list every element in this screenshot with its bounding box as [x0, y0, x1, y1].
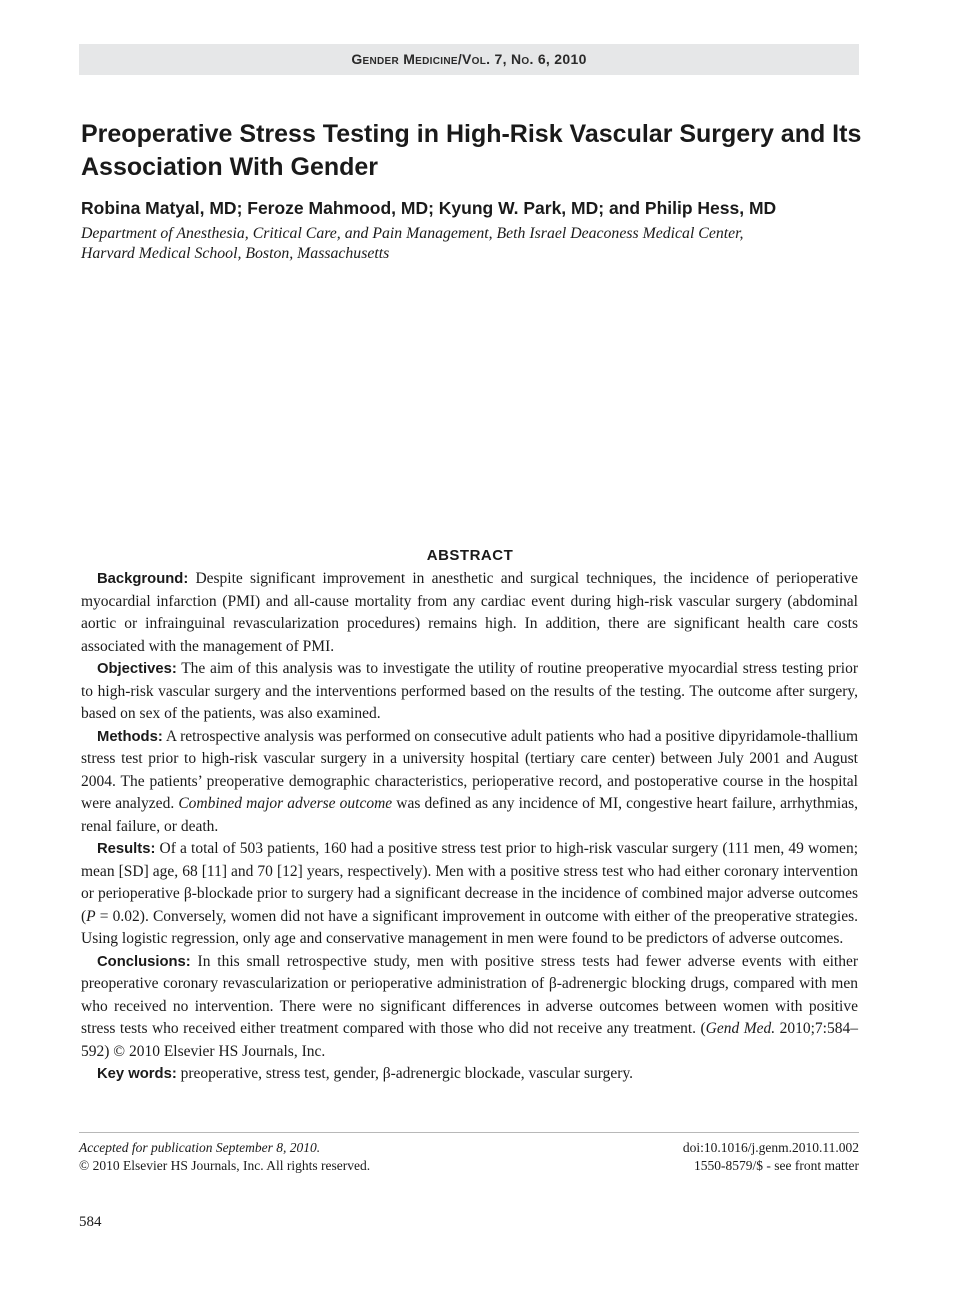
abstract-conclusions: [81, 951, 858, 1064]
background-label: Background:: [97, 571, 189, 587]
abstract-heading: ABSTRACT: [426, 547, 514, 564]
abstract-background: [81, 568, 858, 658]
abstract-objectives: [81, 658, 858, 726]
affiliation-line-2: Harvard Medical School, Boston, Massachusetts: [81, 245, 390, 262]
keywords-label: Key words:: [97, 1066, 177, 1082]
doi: doi:10.1016/j.genm.2010.11.002: [682, 1140, 859, 1155]
accepted-date: Accepted for publication September 8, 2010.: [79, 1140, 321, 1155]
footer-divider: [79, 1132, 859, 1133]
article-title: Preoperative Stress Testing in High-Risk Vascular Surgery and Its Association With Gender: [81, 120, 862, 181]
running-head: Gender Medicine/Vol. 7, No. 6, 2010: [79, 44, 859, 75]
objectives-label: Objectives:: [97, 661, 177, 677]
abstract-keywords: [81, 1063, 858, 1086]
results-label: Results:: [97, 841, 156, 857]
page-number: 584: [79, 1214, 102, 1230]
affiliation-line-1: Department of Anesthesia, Critical Care, and Pain Management, Beth Israel Deaconess Medical Center,: [81, 225, 744, 242]
methods-text: A retrospective analysis was performed on consecutive adult patients who had a positive dipyridamole-thallium stress test prior to high-risk vascular surgery in a university hospital (tertiary care center) between July 2001 and August 2004. The patients’ preoperative demographic characteristics, perioperative record, and postoperative course in the hospital were analyzed.: [81, 727, 858, 812]
results-text: Of a total of 503 patients, 160 had a positive stress test prior to high-risk vascular surgery (111 men, 49 women; mean [SD] age, 68 [11] and 70 [12] years, respectively). Men with a positive stress test who had either coronary intervention or perioperative β-blockade prior to surgery had a significant decrease in the incidence of combined major adverse outcomes (: [81, 840, 858, 925]
abstract-body: [81, 568, 858, 1086]
issn: 1550-8579/$ - see front matter: [694, 1158, 859, 1173]
methods-text-continued: was defined as any incidence of MI, congestive heart failure, arrhythmias, renal failure, or death.: [81, 795, 858, 835]
conclusions-journal-name: Gend Med.: [705, 1020, 776, 1037]
results-p-symbol: P: [86, 907, 96, 925]
background-text: Despite significant improvement in anesthetic and surgical techniques, the incidence of perioperative myocardial infarction (PMI) and all-cause mortality from any cardiac event during high-risk vascular surgery (abdominal aortic or infrainguinal revascularization procedures) remains high. In addition, there are significant health care costs associated with the management of PMI.: [81, 570, 859, 655]
conclusions-citation: 2010;7:584–592) © 2010 Elsevier HS Journals, Inc.: [81, 1020, 858, 1060]
results-text-continued: = 0.02). Conversely, women did not have a significant improvement in outcome with either of the preoperative strategies. Using logistic regression, only age and conservative management in men were found to be predictors of adverse outcomes.: [81, 907, 858, 947]
footer-right: [683, 1139, 859, 1175]
conclusions-text: In this small retrospective study, men with positive stress tests had fewer adverse events with either preoperative coronary revascularization or perioperative administration of β-adrenergic blocking drugs, compared with men who received no intervention. There were no significant differences in adverse outcomes between women with positive stress tests who received either treatment compared with those who did not receive any treatment. (: [81, 952, 859, 1037]
footer-left: [79, 1139, 370, 1175]
abstract-methods: [81, 726, 858, 839]
methods-label: Methods:: [97, 728, 163, 745]
keywords-text: preoperative, stress test, gender, β-adrenergic blockade, vascular surgery.: [180, 1065, 634, 1082]
methods-italic-term: Combined major adverse outcome: [178, 795, 393, 812]
affiliation: [81, 224, 871, 264]
abstract-results: [81, 838, 858, 951]
author-list: Robina Matyal, MD; Feroze Mahmood, MD; Kyung W. Park, MD; and Philip Hess, MD: [81, 198, 777, 218]
objectives-text: The aim of this analysis was to investigate the utility of routine preoperative myocardial stress testing prior to high-risk vascular surgery and the interventions performed based on the results of the testing. The outcome after surgery, based on sex of the patients, was also examined.: [81, 660, 858, 722]
conclusions-label: Conclusions:: [97, 953, 191, 970]
copyright-notice: © 2010 Elsevier HS Journals, Inc. All rights reserved.: [79, 1158, 371, 1173]
